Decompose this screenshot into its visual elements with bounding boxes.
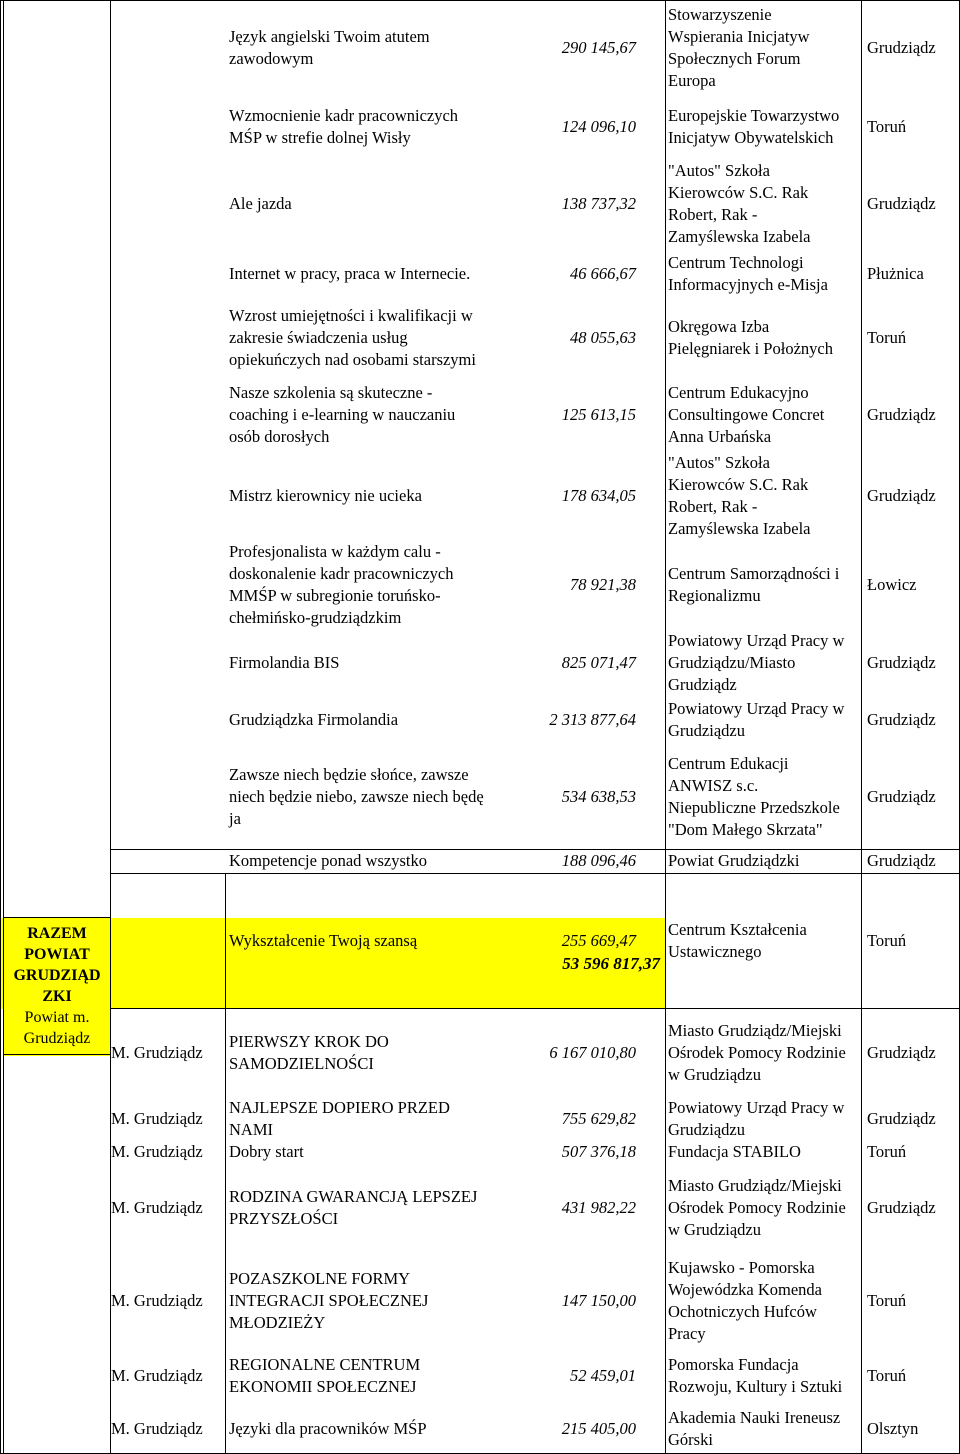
county-cell: M. Grudziądz bbox=[111, 1418, 203, 1438]
county-cell bbox=[111, 696, 222, 744]
county-cell bbox=[111, 298, 222, 378]
project-title-cell: Kompetencje ponad wszystko bbox=[229, 851, 427, 870]
summary-label-cell bbox=[3, 918, 111, 1054]
city-cell: Grudziądz bbox=[867, 1042, 936, 1062]
county-cell: M. Grudziądz bbox=[111, 1198, 203, 1217]
city-cell: Grudziądz bbox=[867, 405, 936, 424]
city-cell: Toruń bbox=[867, 328, 907, 347]
project-title-cell: RODZINA GWARANCJĄ LEPSZEJ PRZYSZŁOŚCI bbox=[229, 1187, 478, 1228]
organization-cell: Centrum Kształcenia Ustawicznego bbox=[668, 919, 807, 961]
county-cell bbox=[111, 630, 222, 696]
city-cell: Grudziądz bbox=[867, 1108, 936, 1128]
project-title-cell: Wzrost umiejętności i kwalifikacji w zakresie świadczenia usług opiekuńczych nad osobami starszymi bbox=[229, 306, 476, 369]
county-cell bbox=[111, 249, 222, 298]
project-title-cell: Firmolandia BIS bbox=[229, 653, 340, 672]
project-title-cell: Ale jazda bbox=[229, 193, 292, 213]
amount-cell: 755 629,82 bbox=[561, 1108, 636, 1128]
city-cell: Grudziądz bbox=[867, 486, 936, 505]
county-cell bbox=[111, 452, 222, 540]
amount-cell: 124 096,10 bbox=[561, 116, 636, 136]
city-cell: Toruń bbox=[867, 116, 907, 136]
amount-cell: 6 167 010,80 bbox=[549, 1042, 636, 1062]
organization-cell: "Autos" Szkoła Kierowców S.C. Rak Robert, Rak - Zamyślewska Izabela bbox=[668, 160, 811, 246]
city-cell: Grudziądz bbox=[867, 653, 936, 672]
project-title-cell: Grudziądzka Firmolandia bbox=[229, 710, 399, 729]
organization-cell: Centrum Edukacji ANWISZ s.c. Niepubliczne Przedszkole "Dom Małego Skrzata" bbox=[668, 753, 840, 839]
amount-cell: 255 669,47 bbox=[561, 930, 636, 950]
project-title-cell: Nasze szkolenia są skuteczne - coaching i e-learning w nauczaniu osób dorosłych bbox=[229, 383, 456, 446]
project-title-cell: Dobry start bbox=[229, 1141, 304, 1161]
city-cell: Łowicz bbox=[867, 575, 917, 594]
amount-cell: 290 145,67 bbox=[561, 37, 636, 57]
city-cell: Grudziądz bbox=[867, 786, 936, 806]
project-title-cell: REGIONALNE CENTRUM EKONOMII SPOŁECZNEJ bbox=[229, 1354, 421, 1396]
project-title-cell: PIERWSZY KROK DO SAMODZIELNOŚCI bbox=[229, 1031, 389, 1073]
column-divider-org bbox=[665, 0, 666, 1454]
organization-cell: Miasto Grudziądz/Miejski Ośrodek Pomocy Rodzinie w Grudziądzu bbox=[668, 1176, 846, 1239]
organization-cell: Kujawsko - Pomorska Wojewódzka Komenda Ochotniczych Hufców Pracy bbox=[668, 1257, 822, 1343]
project-title-cell: POZASZKOLNE FORMY INTEGRACJI SPOŁECZNEJ MŁODZIEŻY bbox=[229, 1268, 429, 1332]
amount-cell: 125 613,15 bbox=[561, 405, 636, 424]
city-cell: Grudziądz bbox=[867, 193, 936, 213]
county-cell bbox=[111, 158, 222, 249]
amount-cell: 431 982,22 bbox=[561, 1198, 636, 1217]
column-divider-summary bbox=[3, 0, 4, 1454]
organization-cell: Miasto Grudziądz/Miejski Ośrodek Pomocy Rodzinie w Grudziądzu bbox=[668, 1020, 846, 1084]
organization-cell: Centrum Technologi Informacyjnych e-Misja bbox=[668, 252, 828, 294]
city-cell: Grudziądz bbox=[867, 37, 936, 57]
county-cell: M. Grudziądz bbox=[111, 1042, 203, 1062]
table-border-left bbox=[0, 0, 1, 1454]
amount-cell: 46 666,67 bbox=[570, 263, 636, 283]
project-title-cell: Język angielski Twoim atutem zawodowym bbox=[229, 26, 430, 68]
organization-cell: Powiatowy Urząd Pracy w Grudziądzu/Miasto Grudziądz bbox=[668, 631, 845, 694]
organization-cell: Fundacja STABILO bbox=[668, 1141, 801, 1161]
city-cell: Toruń bbox=[867, 1141, 907, 1161]
organization-cell: Powiatowy Urząd Pracy w Grudziądzu bbox=[668, 1097, 845, 1139]
project-title-cell: Mistrz kierownicy nie ucieka bbox=[229, 486, 422, 505]
city-cell: Toruń bbox=[867, 1290, 907, 1310]
city-cell: Grudziądz bbox=[867, 851, 936, 870]
summary-label-normal: Powiat m. Grudziądz bbox=[23, 1009, 91, 1047]
organization-cell: "Autos" Szkoła Kierowców S.C. Rak Robert, Rak - Zamyślewska Izabela bbox=[668, 453, 811, 538]
county-cell: M. Grudziądz bbox=[111, 1290, 203, 1310]
county-cell: M. Grudziądz bbox=[111, 1365, 203, 1385]
organization-cell: Centrum Samorządności i Regionalizmu bbox=[668, 564, 840, 605]
organization-cell: Stowarzyszenie Wspierania Inicjatyw Społecznych Forum Europa bbox=[668, 4, 810, 90]
amount-cell: 52 459,01 bbox=[570, 1365, 636, 1385]
organization-cell: Akademia Nauki Ireneusz Górski bbox=[668, 1407, 841, 1449]
amount-cell: 178 634,05 bbox=[561, 486, 636, 505]
project-title-cell: Profesjonalista w każdym calu - doskonalenie kadr pracowniczych MMŚP w subregionie toruńsko- chełmińsko-grudziądzkim bbox=[229, 542, 454, 627]
amount-cell: 138 737,32 bbox=[561, 193, 636, 213]
county-cell bbox=[111, 0, 222, 95]
county-cell: M. Grudziądz bbox=[111, 1108, 203, 1128]
amount-cell: 188 096,46 bbox=[561, 851, 636, 870]
amount-cell: 507 376,18 bbox=[561, 1141, 636, 1161]
amount-cell: 2 313 877,64 bbox=[549, 710, 636, 729]
project-title-cell: NAJLEPSZE DOPIERO PRZED NAMI bbox=[229, 1097, 450, 1139]
city-cell: Grudziądz bbox=[867, 1198, 936, 1217]
organization-cell: Powiatowy Urząd Pracy w Grudziądzu bbox=[668, 699, 845, 740]
city-cell: Grudziądz bbox=[867, 710, 936, 729]
county-cell bbox=[111, 95, 222, 158]
organization-cell: Centrum Edukacyjno Consultingowe Concret Anna Urbańska bbox=[668, 383, 825, 446]
city-cell: Toruń bbox=[867, 930, 907, 950]
organization-cell: Europejskie Towarzystwo Inicjatyw Obywatelskich bbox=[668, 105, 840, 147]
organization-cell: Okręgowa Izba Pielęgniarek i Położnych bbox=[668, 317, 833, 358]
project-title-cell: Zawsze niech będzie słońce, zawsze niech będzie niebo, zawsze niech będę ja bbox=[229, 764, 484, 828]
column-divider-title bbox=[225, 873, 226, 1454]
amount-cell: 147 150,00 bbox=[561, 1290, 636, 1310]
project-title-cell: Internet w pracy, praca w Internecie. bbox=[229, 263, 471, 283]
city-cell: Toruń bbox=[867, 1365, 907, 1385]
organization-cell: Pomorska Fundacja Rozwoju, Kultury i Sztuki bbox=[668, 1354, 843, 1396]
summary-label-bottom bbox=[3, 1054, 111, 1055]
amount-cell: 215 405,00 bbox=[561, 1418, 636, 1438]
county-cell bbox=[111, 540, 222, 630]
county-cell bbox=[111, 873, 222, 1008]
amount-cell: 48 055,63 bbox=[570, 328, 636, 347]
amount-cell: 825 071,47 bbox=[561, 653, 636, 672]
county-cell bbox=[111, 744, 222, 849]
summary-label-bold: RAZEM POWIAT GRUDZIĄD ZKI bbox=[13, 925, 101, 1005]
amount-cell: 78 921,38 bbox=[570, 575, 636, 594]
county-cell: M. Grudziądz bbox=[111, 1141, 203, 1161]
project-title-cell: Języki dla pracowników MŚP bbox=[229, 1418, 427, 1438]
organization-cell: Powiat Grudziądzki bbox=[668, 851, 800, 870]
county-cell bbox=[111, 378, 222, 452]
city-cell: Olsztyn bbox=[867, 1418, 919, 1438]
amount-cell: 534 638,53 bbox=[561, 786, 636, 806]
summary-total: 53 596 817,37 bbox=[562, 954, 660, 973]
county-cell bbox=[111, 849, 222, 873]
project-title-cell: Wzmocnienie kadr pracowniczych MŚP w strefie dolnej Wisły bbox=[229, 105, 459, 147]
city-cell: Płużnica bbox=[867, 263, 924, 283]
project-title-cell: Wykształcenie Twoją szansą bbox=[229, 930, 418, 950]
